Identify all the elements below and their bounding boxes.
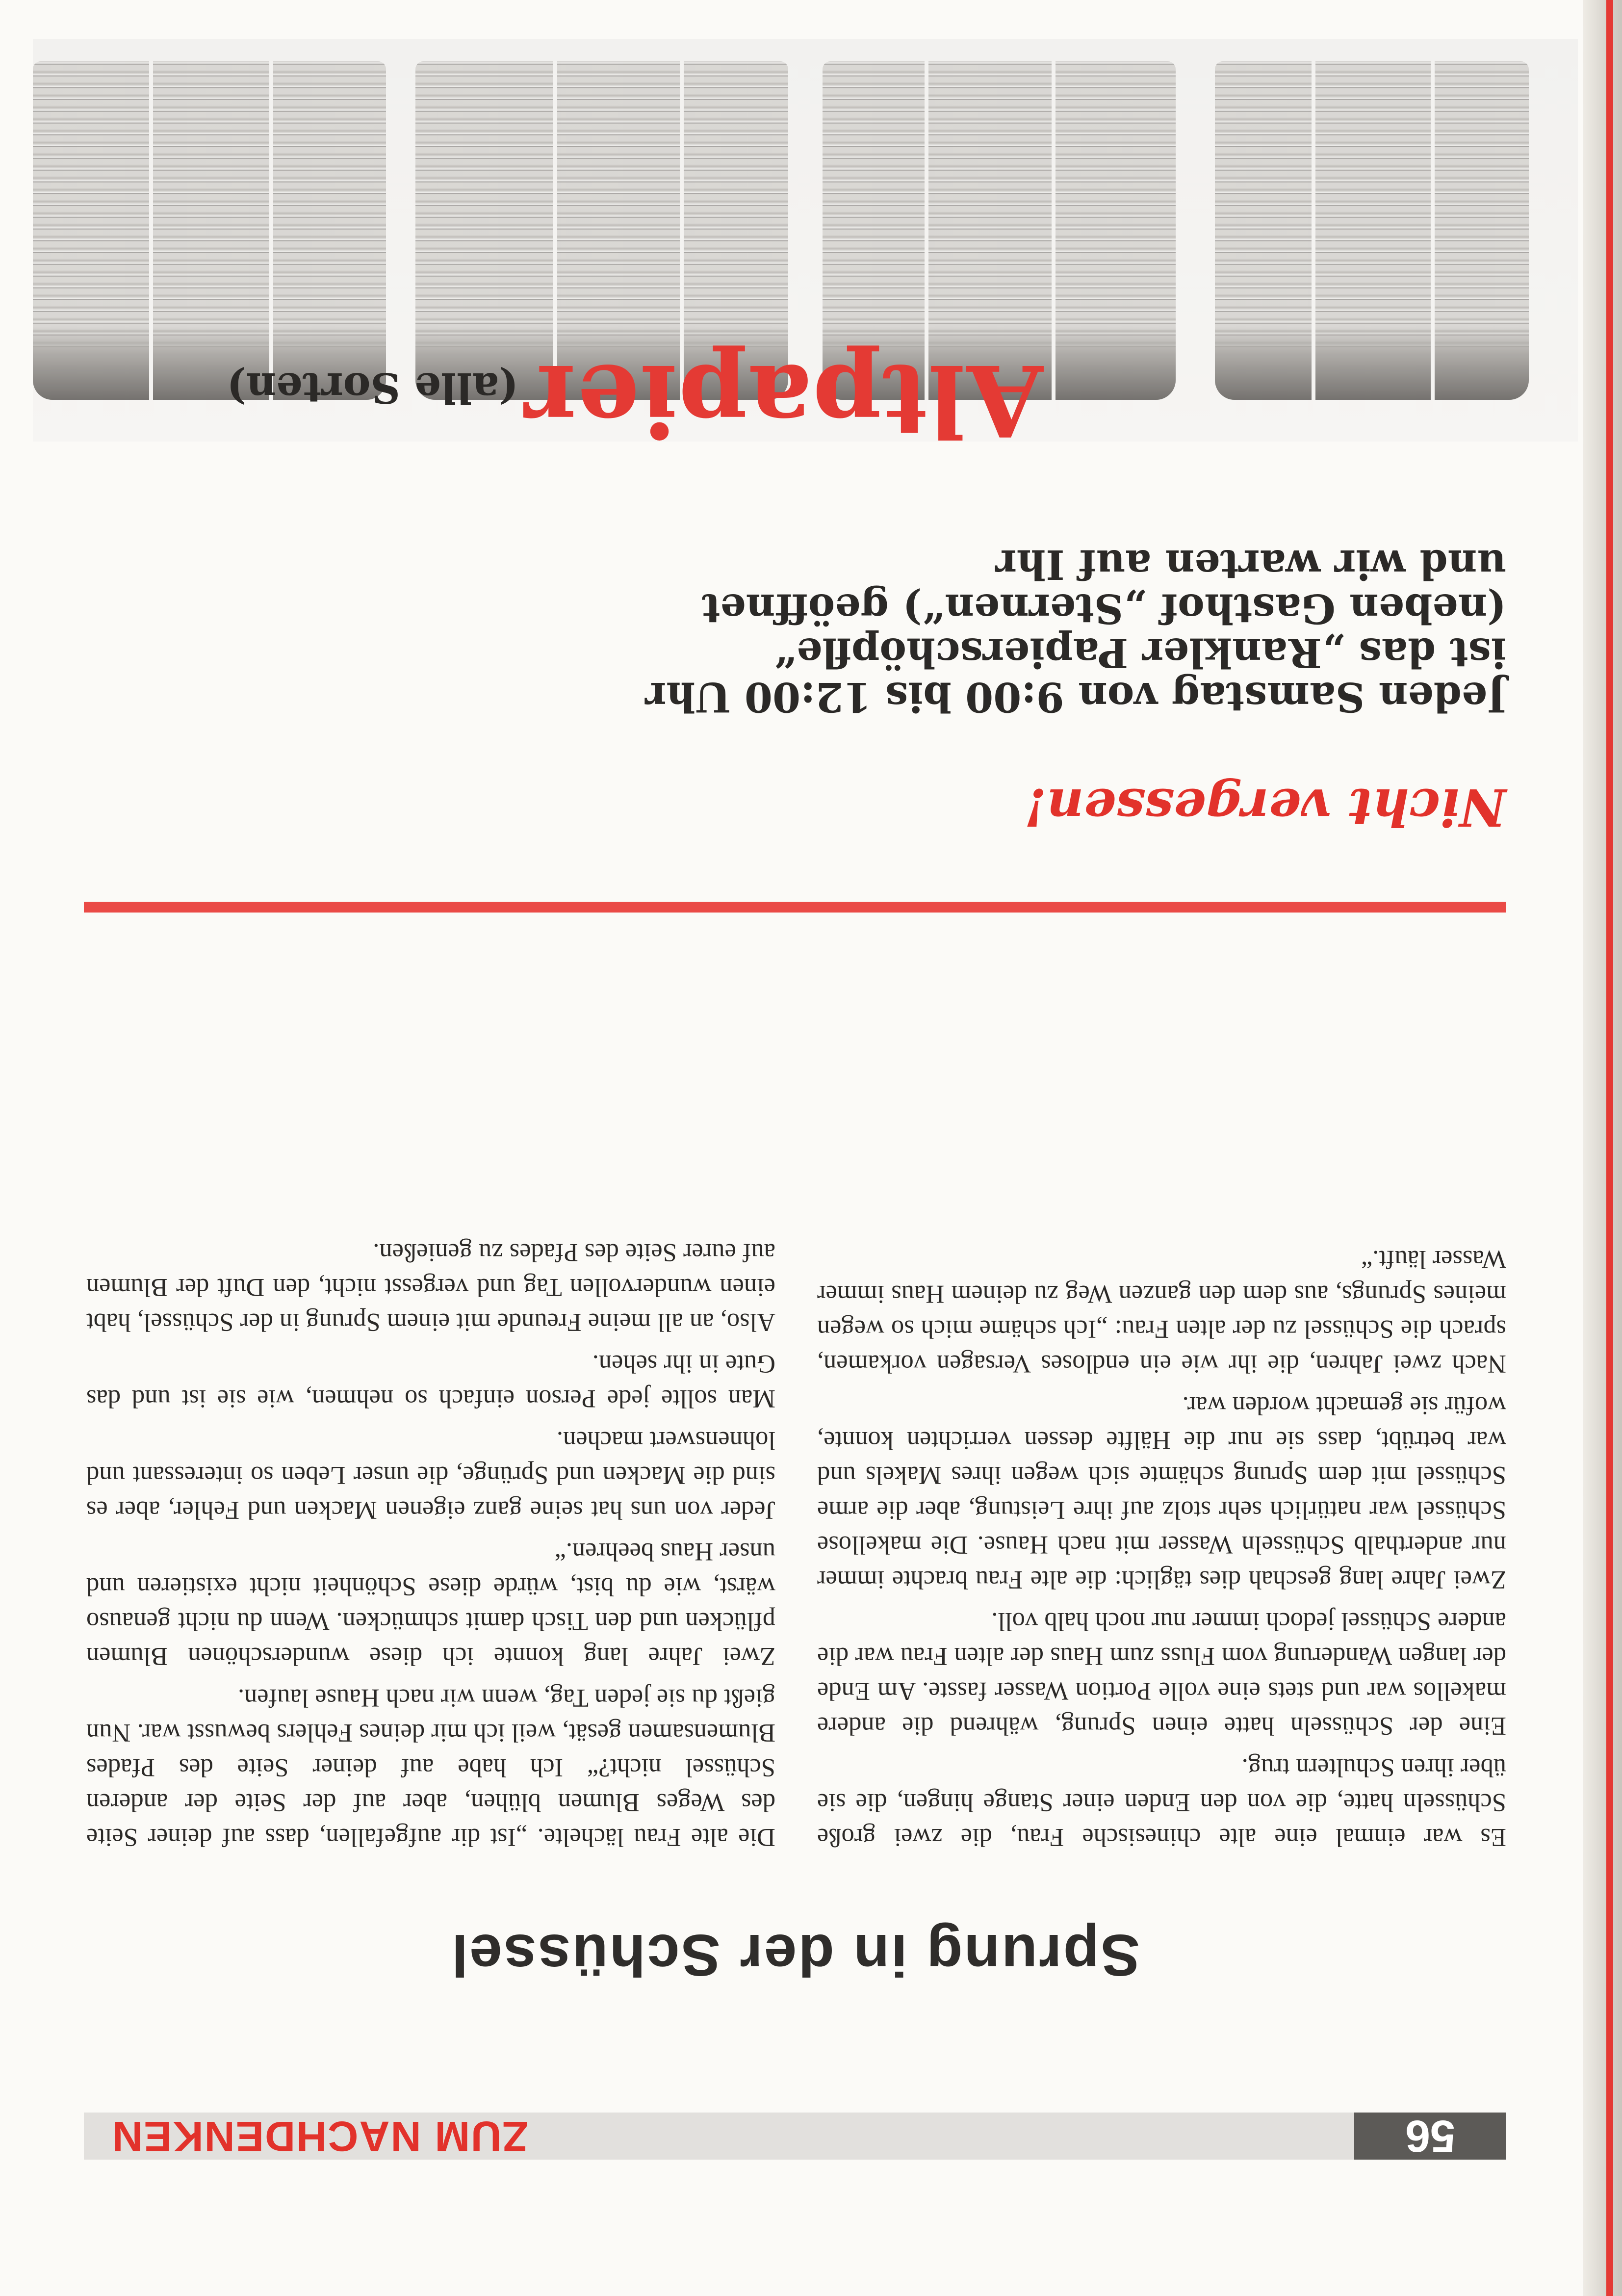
red-divider [84, 902, 1506, 913]
binding-edge [1583, 0, 1622, 2296]
notice-line: und wir warten auf Ihr [995, 541, 1506, 588]
article-column-right [86, 922, 775, 1854]
article-title: Sprung in der Schüssel [450, 1922, 1140, 1988]
altpapier-title: Altpapier [523, 342, 1043, 458]
opening-hours-notice [202, 454, 1506, 719]
notice-line: ist das „Rankler Papierschöpfle“ [773, 629, 1506, 676]
section-label: ZUM NACHDENKEN [111, 2113, 528, 2160]
paragraph: Zwei Jahre lang konnte ich diese wunderschönen Blumen pflücken und den Tisch damit schmücken. Wenn du nicht genauso wärst, wie du bist, würde diese Schönheit nicht existieren und unser Haus beehren.“ [86, 1538, 775, 1670]
paragraph: Man sollte jede Person einfach so nehmen, wie sie ist und das Gute in ihr sehen. [86, 1350, 775, 1413]
binding-red-stripe [1606, 0, 1613, 2296]
paragraph: Also, an all meine Freunde mit einem Sprung in der Schüssel, habt einen wundervollen Tag und vergesst nicht, den Duft der Blumen auf eurer Seite des Pfades zu genießen. [86, 1238, 775, 1336]
newspaper-pile [33, 61, 386, 400]
paragraph: Nach zwei Jahren, die ihr wie ein endloses Versagen vorkamen, sprach die Schüssel zu der alten Frau: „Ich schäme mich so wegen meines Sprungs, aus dem den ganzen Weg zu deinem Haus immer Wasser läuft.“ [817, 1245, 1506, 1378]
notice-line: (neben Gasthof „Sternen“) geöffnet [701, 585, 1506, 632]
paragraph: Die alte Frau lächelte. „Ist dir aufgefallen, dass auf deiner Seite des Weges Blumen blühen, aber auf der Seite der anderen Schüssel nicht?“ Ich habe auf deiner Seite des Pfades Blumensamen gesät, weil ich mir deines Fehlers bewusst war. Nun gießt du sie jeden Tag, wenn wir nach Hause laufen. [86, 1684, 775, 1852]
newspaper-pile [1215, 61, 1529, 400]
notice-line: Jeden Samstag von 9:00 bis 12:00 Uhr [645, 673, 1506, 720]
paragraph: Es war einmal eine alte chinesische Frau, die zwei große Schüsseln hatte, die von den Enden einer Stange hingen, die sie über ihren Schultern trug. [817, 1753, 1506, 1852]
article-column-left [817, 922, 1506, 1854]
reminder-heading: Nicht vergessen! [1024, 777, 1506, 837]
page-number: 56 [1354, 2113, 1506, 2160]
paragraph: Zwei Jahre lang geschah dies täglich: die alte Frau brachte immer nur anderthalb Schüsseln Wasser mit nach Hause. Die makellose Schüssel war natürlich sehr stolz auf ihre Leistung, aber die arme Schüssel mit dem Sprung schämte sich wegen ihres Makels und war betrübt, dass sie nur die Hälfte dessen verrichten konnte, wofür sie gemacht worden war. [817, 1391, 1506, 1594]
paragraph: Eine der Schüsseln hatte einen Sprung, während die andere makellos war und stets eine volle Portion Wasser fasste. Am Ende der langen Wanderung vom Fluss zum Haus der alten Frau war die andere Schüssel jedoch immer nur noch halb voll. [817, 1607, 1506, 1740]
altpapier-subtitle: (alle Sorten) [227, 364, 518, 412]
paragraph: Jeder von uns hat seine ganz eigenen Macken und Fehler, aber es sind die Macken und Sprünge, die unser Leben so interessant und lohnenswert machen. [86, 1426, 775, 1524]
